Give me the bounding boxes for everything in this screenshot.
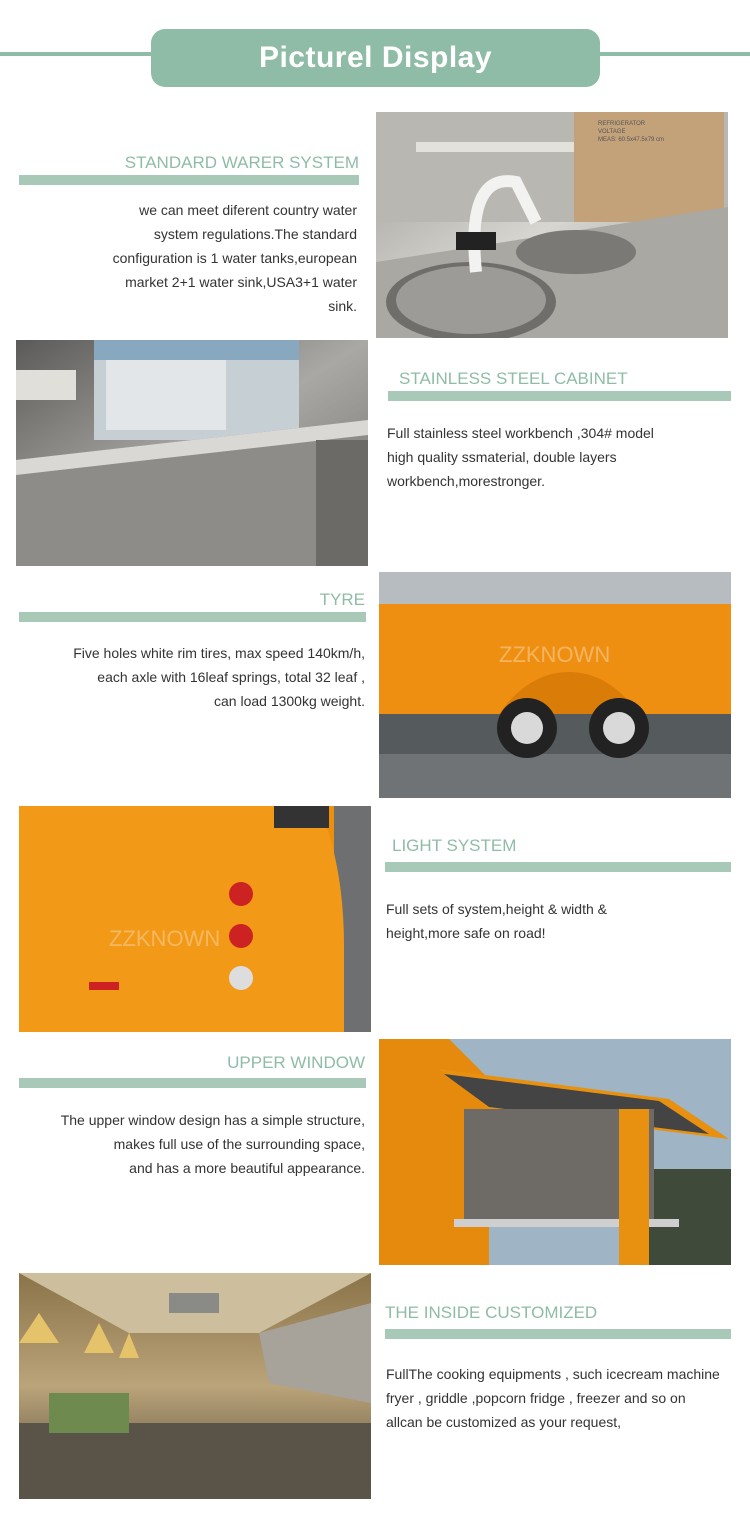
section-bar-cabinet	[388, 391, 731, 401]
desc-line: high quality ssmaterial, double layers	[387, 449, 617, 465]
desc-line: configuration is 1 water tanks,european	[112, 250, 357, 266]
section-title-inside: THE INSIDE CUSTOMIZED	[385, 1303, 598, 1322]
desc-line: we can meet diferent country water	[139, 202, 357, 218]
desc-line: Five holes white rim tires, max speed 140km/h,	[73, 645, 365, 661]
box-label: MEAS: 60.5x47.5x79 cm	[598, 137, 665, 143]
banner-title: Picturel Display	[258, 41, 493, 74]
watermark: ZZKNOWN	[499, 642, 611, 667]
section-desc-light	[386, 897, 736, 945]
desc-line: height,more safe on road!	[386, 925, 546, 941]
section-desc-inside	[386, 1362, 746, 1434]
banner-line-right	[590, 52, 750, 56]
desc-line: fryer , griddle ,popcorn fridge , freezer and so on	[386, 1390, 686, 1406]
desc-line: allcan be customized as your request,	[386, 1414, 622, 1430]
banner-line-left	[0, 52, 160, 56]
desc-line: each axle with 16leaf springs, total 32 leaf ,	[97, 669, 365, 685]
desc-line: The upper window design has a simple structure,	[60, 1112, 365, 1128]
desc-line: sink.	[328, 298, 357, 314]
photo-water-sink	[376, 112, 728, 338]
box-label: VOLTAGE	[598, 129, 626, 135]
section-desc-cabinet	[387, 421, 737, 493]
section-bar-water	[19, 175, 359, 185]
section-title-water: STANDARD WARER SYSTEM	[124, 153, 359, 172]
section-bar-window	[19, 1078, 366, 1088]
photo-tyre	[379, 572, 731, 798]
desc-line: can load 1300kg weight.	[214, 693, 365, 709]
desc-line: Full stainless steel workbench ,304# model	[387, 425, 654, 441]
desc-line: workbench,morestronger.	[387, 473, 545, 489]
section-desc-tyre	[20, 641, 365, 713]
section-title-light: LIGHT SYSTEM	[392, 836, 517, 855]
watermark: ZZKNOWN	[109, 926, 221, 951]
photo-light-system	[19, 806, 371, 1032]
desc-line: FullThe cooking equipments , such icecream machine	[386, 1366, 720, 1382]
photo-upper-window	[379, 1039, 731, 1265]
section-bar-inside	[385, 1329, 731, 1339]
section-title-cabinet: STAINLESS STEEL CABINET	[399, 369, 628, 388]
section-desc-window	[20, 1108, 365, 1180]
section-title-window: UPPER WINDOW	[227, 1053, 365, 1072]
desc-line: makes full use of the surrounding space,	[113, 1136, 365, 1152]
desc-line: system regulations.The standard	[153, 226, 357, 242]
desc-line: Full sets of system,height & width &	[386, 901, 607, 917]
desc-line: and has a more beautiful appearance.	[129, 1160, 365, 1176]
section-bar-tyre	[19, 612, 366, 622]
page-banner	[151, 29, 600, 87]
box-label: REFRIGERATOR	[598, 121, 646, 127]
section-bar-light	[385, 862, 731, 872]
desc-line: market 2+1 water sink,USA3+1 water	[125, 274, 357, 290]
photo-steel-cabinet	[16, 340, 368, 566]
section-desc-water	[37, 198, 357, 318]
section-title-tyre: TYRE	[319, 590, 365, 609]
photo-inside	[19, 1273, 371, 1499]
